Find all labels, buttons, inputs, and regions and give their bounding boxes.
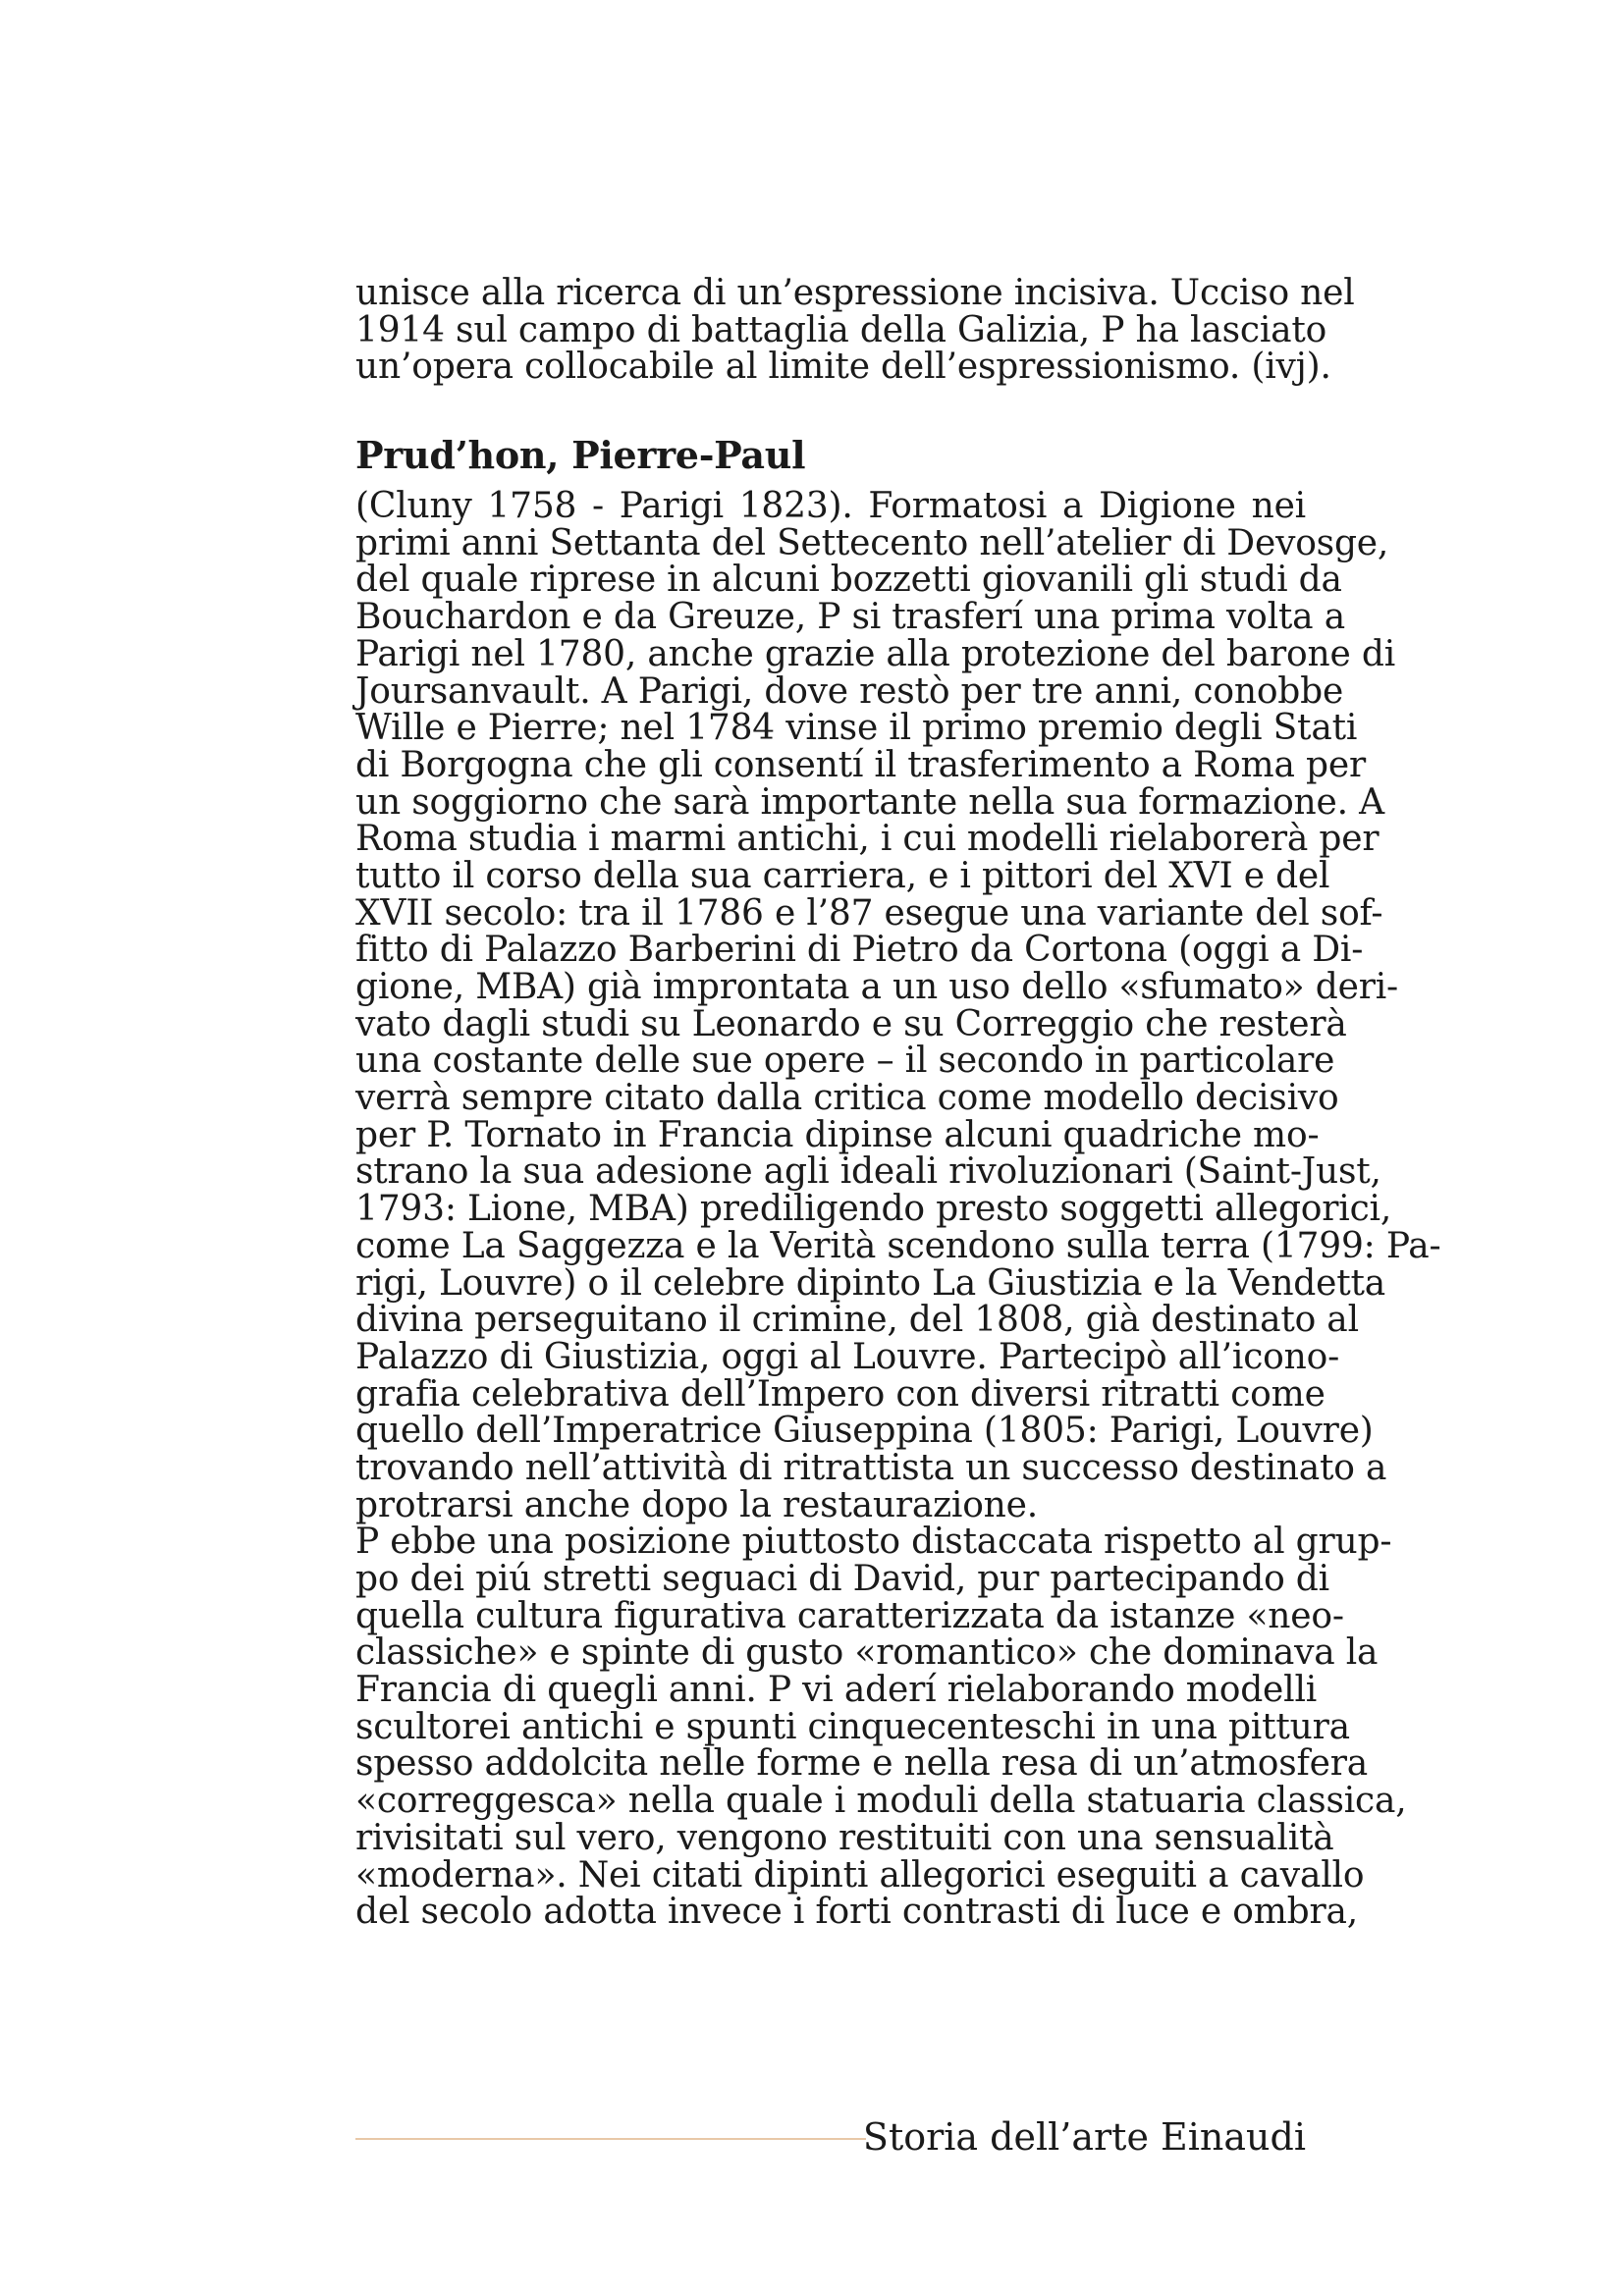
text-line: come La Saggezza e la Verità scendono sulla terra (1799: Pa- [355,1225,1441,1266]
text-line: «correggesca» nella quale i moduli della statuaria classica, [355,1781,1407,1822]
text-line: quella cultura figurativa caratterizzata da istanze «neo- [355,1595,1344,1636]
text-line: classiche» e spinte di gusto «romantico» che dominava la [355,1632,1379,1674]
text-line: quello dell’Imperatrice Giuseppina (1805: Parigi, Louvre) [355,1411,1374,1452]
text-line: del secolo adotta invece i forti contrasti di luce e ombra, [355,1892,1359,1933]
publication-title: Storia dell’arte Einaudi [862,2115,1306,2159]
text-line: gione, MBA) già improntata a un uso dello «sfumato» deri- [355,967,1398,1007]
text-line: un’opera collocabile al limite dell’espressionismo. (ivj). [355,347,1331,388]
text-line: 1793: Lione, MBA) prediligendo presto soggetti allegorici, [355,1189,1392,1230]
intro-paragraph [355,273,1355,388]
text-line: spesso addolcita nelle forme e nella resa di un’atmosfera [355,1743,1369,1785]
text-line: unisce alla ricerca di un’espressione incisiva. Ucciso nel [355,273,1355,313]
text-line: fitto di Palazzo Barberini di Pietro da Cortona (oggi a Di- [355,930,1364,971]
text-line: vato dagli studi su Leonardo e su Correggio che resterà [355,1003,1347,1044]
text-line: per P. Tornato in Francia dipinse alcuni quadriche mo- [355,1114,1320,1155]
text-line: grafia celebrativa dell’Impero con diversi ritratti come [355,1373,1325,1415]
text-line: scultorei antichi e spunti cinquecenteschi in una pittura [355,1706,1350,1747]
text-line: tutto il corso della sua carriera, e i pittori del XVI e del [355,855,1330,896]
text-line: rivisitati sul vero, vengono restituiti con una sensualità [355,1817,1334,1858]
text-line: po dei piú stretti seguaci di David, pur partecipando di [355,1559,1329,1599]
text-line: un soggiorno che sarà importante nella sua formazione. A [355,781,1384,823]
text-line: Palazzo di Giustizia, oggi al Louvre. Partecipò all’icono- [355,1336,1340,1377]
text-line: Joursanvault. A Parigi, dove restò per tre anni, conobbe [355,670,1344,712]
text-line: P ebbe una posizione piuttosto distaccata rispetto al grup- [355,1522,1392,1563]
text-line: una costante delle sue opere – il secondo in particolare [355,1041,1335,1082]
entry-heading: Prud’hon, Pierre-Paul [355,433,806,478]
text-line: divina perseguitano il crimine, del 1808, già destinato al [355,1300,1359,1341]
text-line: Parigi nel 1780, anche grazie alla protezione del barone di [355,633,1396,674]
text-line: verrà sempre citato dalla critica come modello decisivo [355,1078,1339,1119]
text-line: (Cluny 1758 - Parigi 1823). Formatosi a Digione nei [355,486,1306,527]
page-footer [355,2112,1306,2162]
text-line: Bouchardon e da Greuze, P si trasferí una prima volta a [355,597,1345,638]
footer-rule [355,2138,866,2140]
entry-paragraph [355,486,1441,1933]
text-line: trovando nell’attività di ritrattista un successo destinato a [355,1447,1387,1488]
page-body [355,273,1441,1933]
text-line: XVII secolo: tra il 1786 e l’87 esegue una variante del sof- [355,892,1383,934]
text-line: primi anni Settanta del Settecento nell’atelier di Devosge, [355,522,1389,563]
text-line: protrarsi anche dopo la restaurazione. [355,1484,1039,1525]
text-line: Francia di quegli anni. P vi aderí rielaborando modelli [355,1670,1318,1711]
text-line: Wille e Pierre; nel 1784 vinse il primo premio degli Stati [355,708,1358,749]
text-line: rigi, Louvre) o il celebre dipinto La Giustizia e la Vendetta [355,1262,1386,1304]
text-line: strano la sua adesione agli ideali rivoluzionari (Saint-Just, [355,1151,1381,1193]
text-line: di Borgogna che gli consentí il trasferimento a Roma per [355,744,1366,785]
text-line: 1914 sul campo di battaglia della Galizia, P ha lasciato [355,309,1327,350]
text-line: «moderna». Nei citati dipinti allegorici eseguiti a cavallo [355,1854,1365,1896]
text-line: Roma studia i marmi antichi, i cui modelli rielaborerà per [355,819,1380,860]
text-line: del quale riprese in alcuni bozzetti giovanili gli studi da [355,560,1342,601]
